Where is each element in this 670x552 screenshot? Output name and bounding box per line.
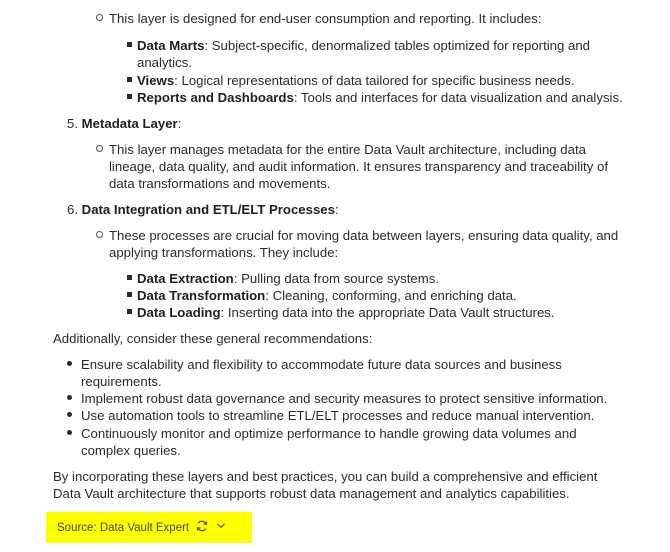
square-bullet <box>127 292 132 297</box>
source-value: Data Vault Expert <box>99 522 190 534</box>
source-label: Source: <box>57 522 97 534</box>
section-number: 6. <box>67 202 78 217</box>
square-bullet <box>127 77 132 82</box>
list-item-loading: Data Loading: Inserting data into the appropriate Data Vault structures. <box>137 305 555 320</box>
recommendation-4: Continuously monitor and optimize performance to handle growing data volumes and <box>81 426 577 441</box>
square-bullet <box>127 94 132 99</box>
section-number: 5. <box>67 116 78 131</box>
integration-desc-1: These processes are crucial for moving data between layers, ensuring data quality, and <box>109 228 619 243</box>
term-transformation: Data Transformation <box>137 288 266 303</box>
conclusion-line-2: Data Vault architecture that supports robust data management and analytics capabilities. <box>53 486 570 501</box>
list-item-views <box>137 72 574 89</box>
list-item-reports <box>137 89 623 106</box>
recommendations-intro: Additionally, consider these general recommendations: <box>53 331 373 346</box>
list-item-extraction: Data Extraction: Pulling data from source systems. <box>137 271 439 286</box>
section-heading-metadata: 5. Metadata Layer: <box>67 116 182 131</box>
term-views: Views <box>137 73 175 88</box>
term-loading: Data Loading <box>137 305 221 320</box>
recommendation-2: Implement robust data governance and security measures to protect sensitive information. <box>81 391 608 406</box>
desc-views: : Logical representations of data tailored for specific business needs. <box>174 73 575 88</box>
section-title: Metadata Layer <box>81 116 178 131</box>
presentation-intro: This layer is designed for end-user consumption and reporting. It includes: <box>109 11 542 26</box>
section-heading-integration: 6. Data Integration and ETL/ELT Processes: <box>67 202 339 217</box>
metadata-desc-2: lineage, data quality, and audit information. It ensures transparency and traceability of <box>109 159 608 174</box>
conclusion-line-1: By incorporating these layers and best practices, you can build a comprehensive and efficient <box>53 469 598 484</box>
dot-bullet <box>67 412 72 417</box>
recommendation-1-cont: requirements. <box>81 374 162 389</box>
term-data-marts: Data Marts <box>137 38 205 53</box>
section-title: Data Integration and ETL/ELT Processes <box>81 202 335 217</box>
chevron-down-icon[interactable] <box>215 519 227 533</box>
square-bullet <box>127 309 132 314</box>
list-item-data-marts <box>137 37 590 54</box>
metadata-desc-1: This layer manages metadata for the entire Data Vault architecture, including data <box>109 142 586 157</box>
refresh-icon[interactable] <box>195 519 209 533</box>
recommendation-1: Ensure scalability and flexibility to accommodate future data sources and business <box>81 357 562 372</box>
recommendation-4-cont: complex queries. <box>81 443 181 458</box>
square-bullet <box>127 275 132 280</box>
term-reports: Reports and Dashboards <box>137 90 294 105</box>
list-item-transformation: Data Transformation: Cleaning, conforming, and enriching data. <box>137 288 517 303</box>
metadata-desc-3: data transformations and movements. <box>109 176 331 191</box>
circle-bullet <box>96 14 103 21</box>
integration-desc-2: applying transformations. They include: <box>109 245 339 260</box>
dot-bullet <box>67 395 72 400</box>
dot-bullet <box>67 361 72 366</box>
square-bullet <box>127 42 132 47</box>
dot-bullet <box>67 430 72 435</box>
circle-bullet <box>96 231 103 238</box>
recommendation-3: Use automation tools to streamline ETL/ELT processes and reduce manual intervention. <box>81 408 595 423</box>
desc-data-marts: : Subject-specific, denormalized tables optimized for reporting and <box>204 38 591 53</box>
term-extraction: Data Extraction <box>137 271 234 286</box>
circle-bullet <box>96 145 103 152</box>
desc-reports: : Tools and interfaces for data visualization and analysis. <box>293 90 623 105</box>
source-attribution[interactable] <box>57 520 189 537</box>
list-item-data-marts-cont: analytics. <box>137 55 192 70</box>
